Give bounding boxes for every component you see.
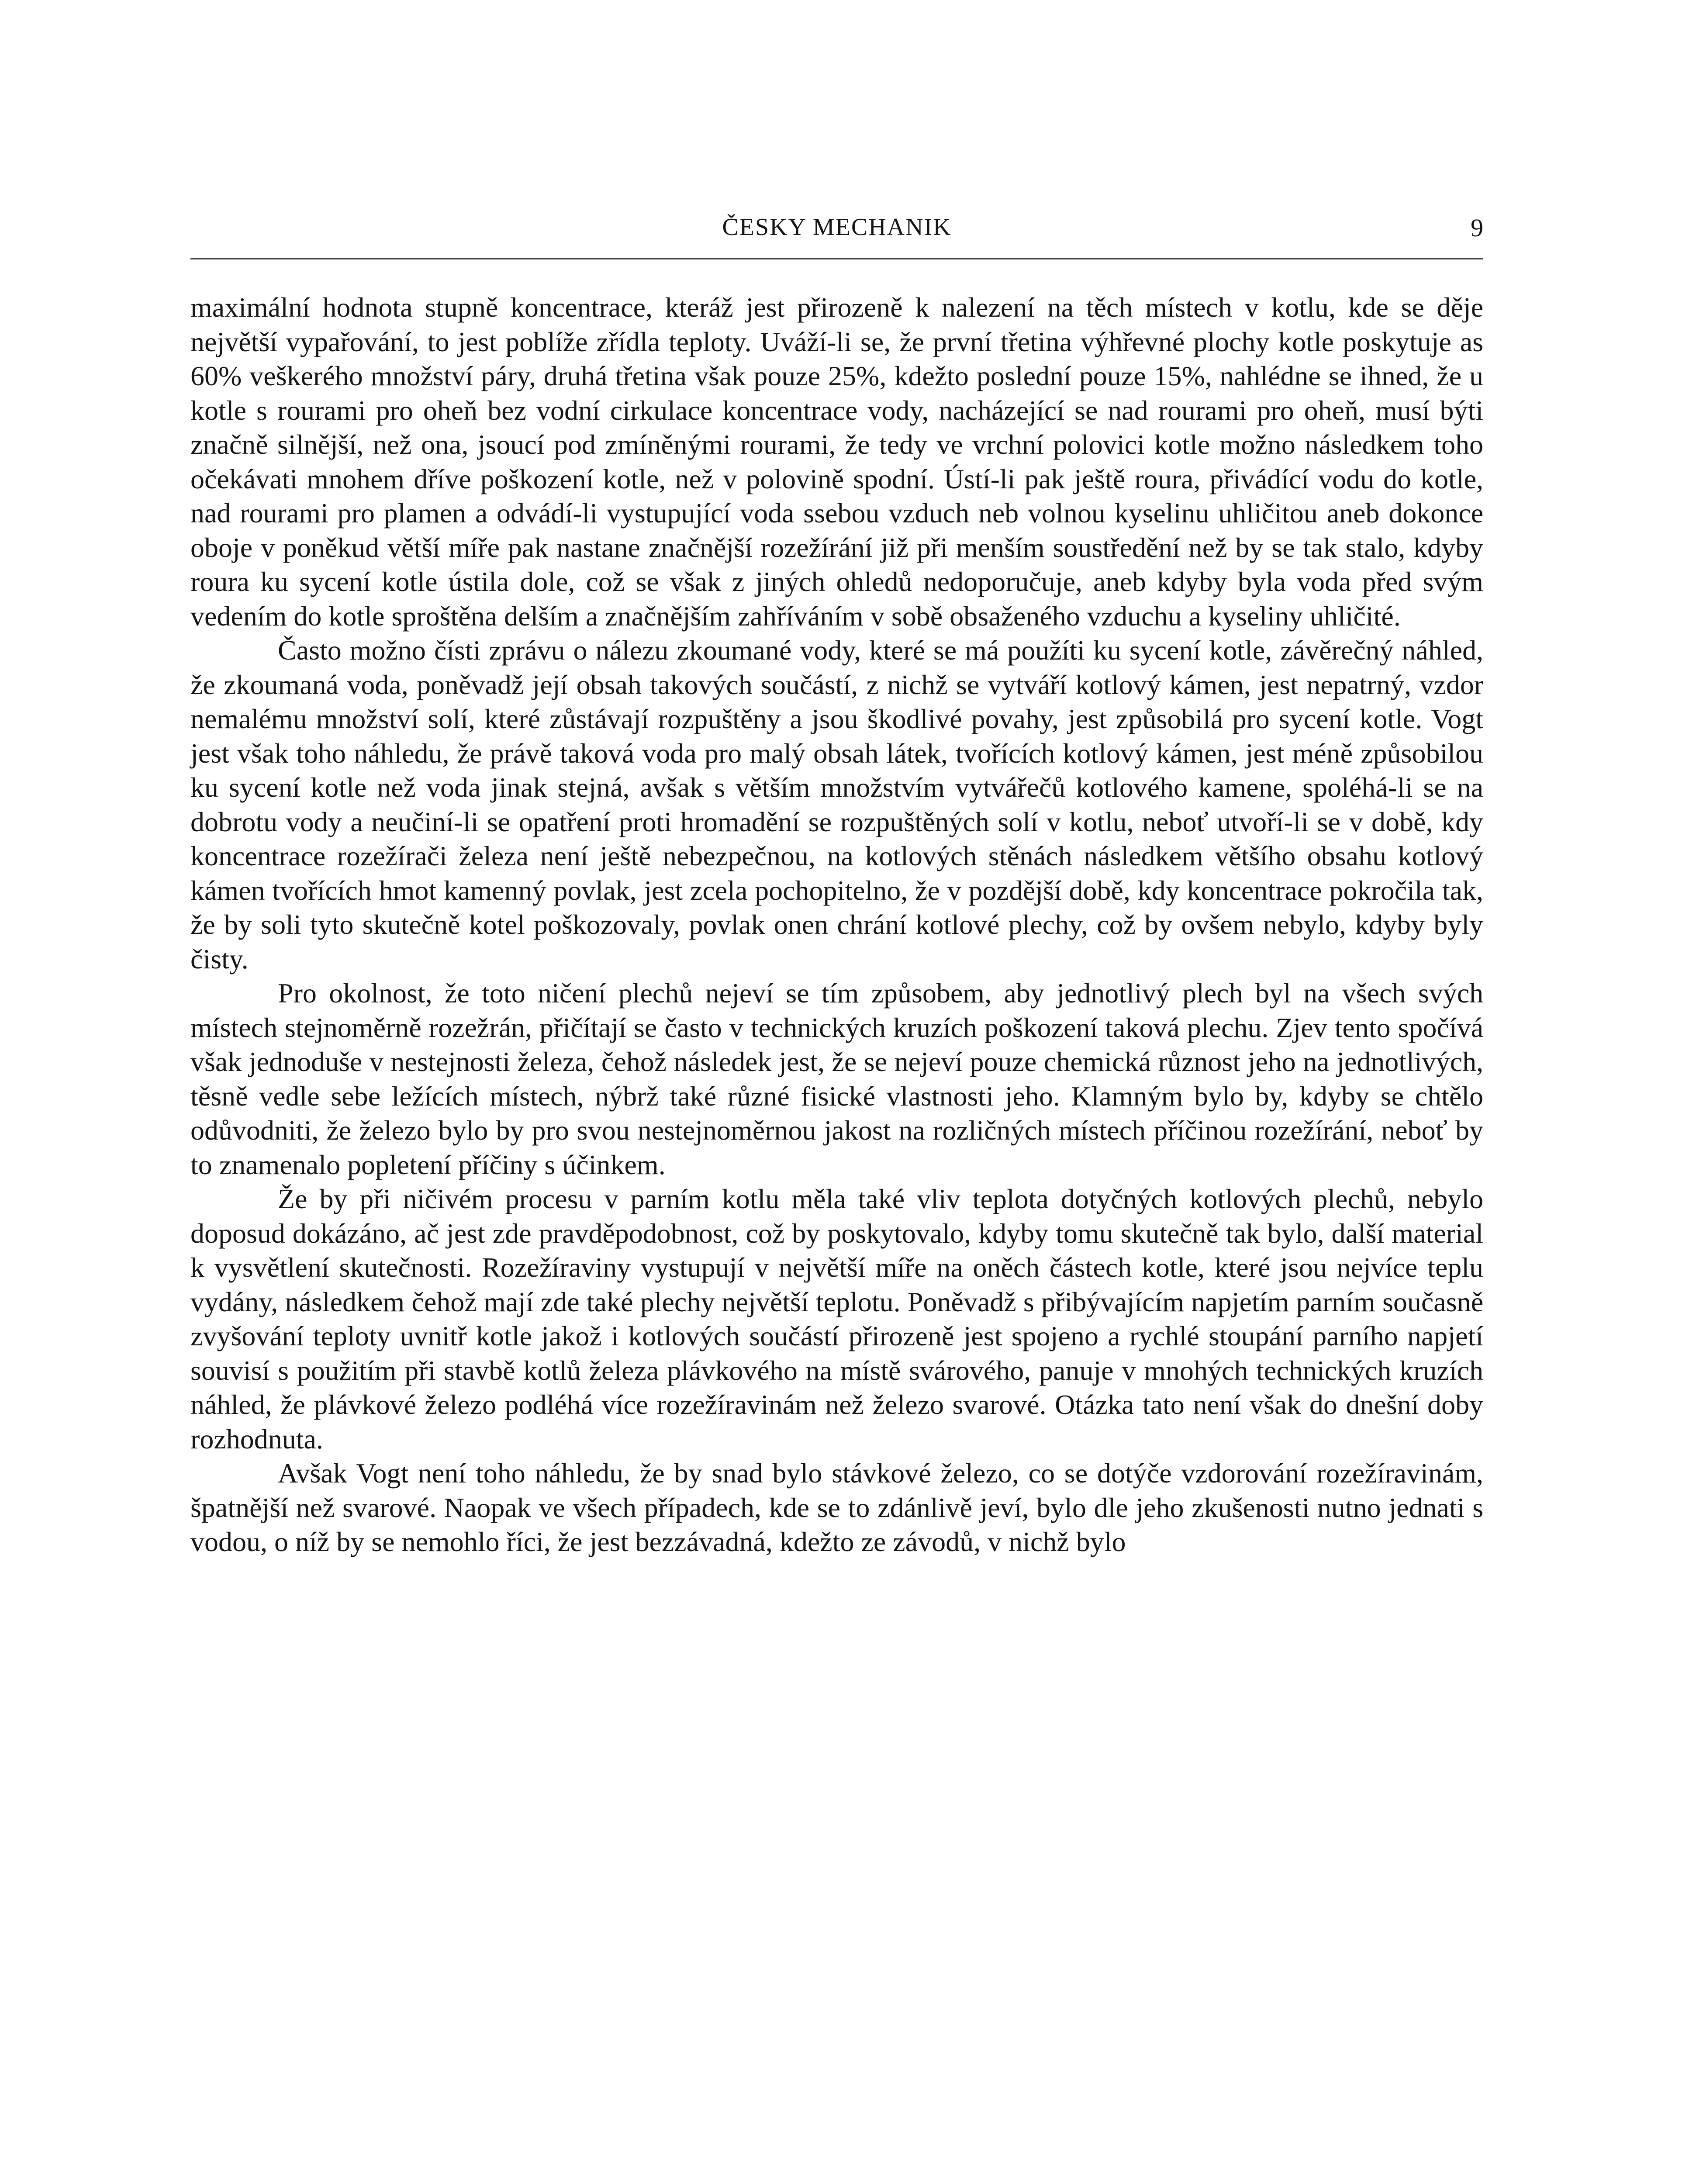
running-title: ČESKY MECHANIK [722,214,952,241]
paragraph-1: maximální hodnota stupně koncentrace, kteráž jest přirozeně k nalezení na těch místech v kotlu, kde se děje největší vypařování, to jest poblíže zřídla teploty. Uváží-li se, že první třetina výhřevné plochy kotle poskytuje as 60% veškerého množství páry, druhá třetina však pouze 25%, kdežto poslední pouze 15%, nahlédne se ihned, že u kotle s rourami pro oheň bez vodní cirkulace koncentrace vody, nacházející se nad rourami pro oheň, musí býti značně silnější, než ona, jsoucí pod zmíněnými rourami, že tedy ve vrchní polovici kotle možno následkem toho očekávati mnohem dříve poškození kotle, než v polovině spodní. Ústí-li pak ještě roura, přivádící vodu do kotle, nad rourami pro plamen a odvádí-li vystupující voda ssebou vzduch neb volnou kyselinu uhličitou aneb dokonce oboje v poněkud větší míře pak nastane značnější rozežírání již při menším soustředění než by se tak stalo, kdyby roura ku sycení kotle ústila dole, což se však z jiných ohledů nedoporučuje, aneb kdyby byla voda před svým vedením do kotle sproštěna delším a značnějším zahříváním v sobě obsaženého vzduchu a kyseliny uhličité. [190,292,1483,632]
page-number: 9 [1471,214,1483,242]
header-rule [190,258,1483,259]
paragraph-5: Avšak Vogt není toho náhledu, že by snad bylo stávkové železo, co se dotýče vzdorování rozežíravinám, špatnější než svarové. Naopak ve všech případech, kde se to zdánlivě jeví, bylo dle jeho zkušenosti nutno jednati s vodou, o níž by se nemohlo říci, že jest bezzávadná, kdežto ze závodů, v nichž bylo [190,1458,1483,1557]
paragraph-4: Že by při ničivém procesu v parním kotlu měla také vliv teplota dotyčných kotlových plechů, nebylo doposud dokázáno, ač jest zde pravděpodobnost, což by poskytovalo, kdyby tomu skutečně tak bylo, další material k vysvětlení skutečnosti. Rozežíraviny vystupují v největší míře na oněch částech kotle, které jsou nejvíce teplu vydány, následkem čehož mají zde také plechy největší teplotu. Poněvadž s přibývajícím napjetím parním současně zvyšování teploty uvnitř kotle jakož i kotlových součástí přirozeně jest spojeno a rychlé stoupání parního napjetí souvisí s použitím při stavbě kotlů železa plávkového na místě svárového, panuje v mnohých technických kruzích náhled, že plávkové železo podléhá více rozežíravinám než železo svarové. Otázka tato není však do dnešní doby rozhodnuta. [190,1183,1483,1455]
body-text [190,290,1483,1559]
running-header [190,213,1483,244]
paragraph-2: Často možno čísti zprávu o nálezu zkoumané vody, které se má použíti ku sycení kotle, závěrečný náhled, že zkoumaná voda, poněvadž její obsah takových součástí, z nichž se vytváří kotlový kámen, jest nepatrný, vzdor nemalému množství solí, které zůstávají rozpuštěny a jsou škodlivé povahy, jest způsobilá pro sycení kotle. Vogt jest však toho náhledu, že právě taková voda pro malý obsah látek, tvořících kotlový kámen, jest méně způsobilou ku sycení kotle než voda jinak stejná, avšak s větším množstvím vytvářečů kotlového kamene, spoléhá-li se na dobrotu vody a neučiní-li se opatření proti hromadění se rozpuštěných solí v kotlu, neboť utvoří-li se v době, kdy koncentrace rozežírači železa není ještě nebezpečnou, na kotlových stěnách následkem většího obsahu kotlový kámen tvořících hmot kamenný povlak, jest zcela pochopitelno, že v pozdější době, kdy koncentrace pokročila tak, že by soli tyto skutečně kotel poškozovaly, povlak onen chrání kotlové plechy, což by ovšem nebylo, kdyby byly čisty. [190,635,1483,975]
paragraph-3: Pro okolnost, že toto ničení plechů nejeví se tím způsobem, aby jednotlivý plech byl na všech svých místech stejnoměrně rozežrán, přičítají se často v technických kruzích poškození taková plechu. Zjev tento spočívá však jednoduše v nestejnosti železa, čehož následek jest, že se nejeví pouze chemická různost jeho na jednotlivých, těsně vedle sebe ležících místech, nýbrž také různé fisické vlastnosti jeho. Klamným bylo by, kdyby se chtělo odůvodniti, že železo bylo by pro svou nestejnoměrnou jakost na rozličných místech příčinou rozežírání, neboť by to znamenalo popletení příčiny s účinkem. [190,978,1483,1180]
